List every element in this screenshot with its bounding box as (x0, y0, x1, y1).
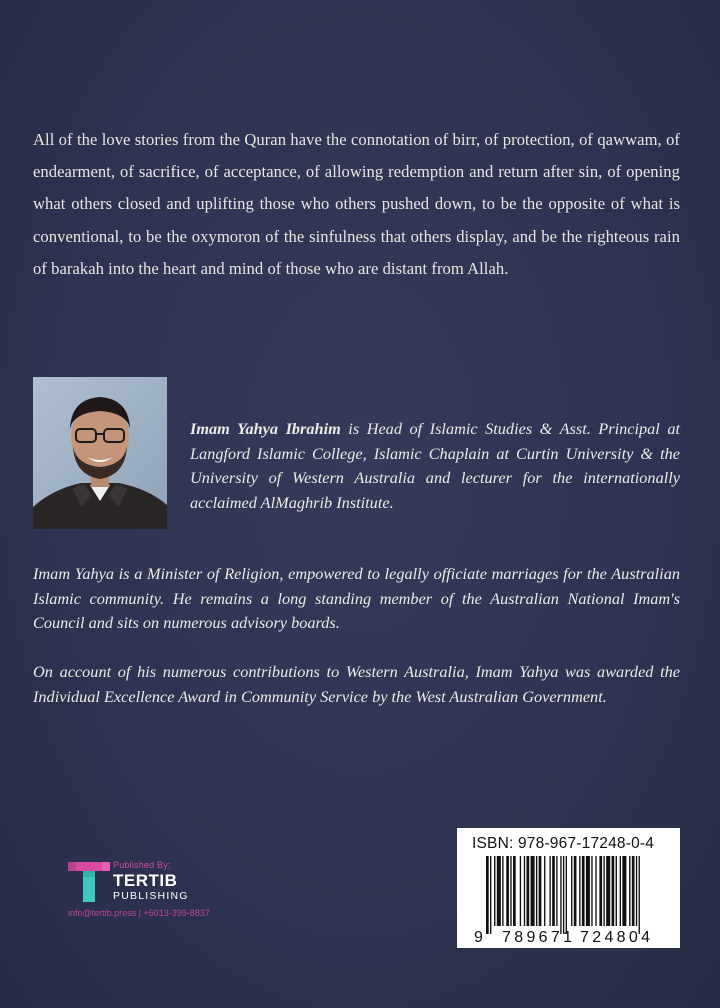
barcode-bar (494, 856, 495, 926)
barcode-bar (524, 856, 525, 926)
barcode-bar (520, 856, 521, 926)
barcode-bar (531, 856, 535, 926)
author-photo (33, 377, 167, 529)
barcode-bar (497, 856, 501, 926)
barcode-right-group: 724804 (580, 929, 650, 944)
barcode-bar (591, 856, 592, 926)
barcode-bar (582, 856, 585, 926)
publisher-name: TERTIB (113, 871, 178, 890)
author-bio-ministry: Imam Yahya is a Minister of Religion, empowered to legally officiate marriages for the Australian Islamic community. He remains a long standing member of the Australian National Imam's Council and sits on numerous advisory boards. (33, 564, 680, 633)
barcode-bar (586, 856, 590, 926)
barcode-icon (472, 856, 668, 944)
barcode-bar (574, 856, 577, 926)
author-portrait-image (33, 377, 167, 529)
barcode-bar (616, 856, 617, 926)
barcode-bar (603, 856, 604, 926)
barcode-bar (620, 856, 621, 926)
author-bio-award: On account of his numerous contributions to Western Australia, Imam Yahya was awarded the Individual Excellence Award in Community Service by the West Australian Government. (33, 662, 680, 706)
barcode-bar (622, 856, 626, 926)
barcode-bar (560, 856, 561, 934)
barcode-bar (513, 856, 516, 926)
barcode-left-group: 789671 (502, 929, 572, 944)
barcode-first-digit: 9 (474, 929, 483, 944)
author-name: Imam Yahya Ibrahim (190, 419, 341, 438)
barcode-bar (563, 856, 564, 934)
barcode-bar (639, 856, 640, 934)
barcode-bar (506, 856, 509, 926)
published-by-label: Published By: (113, 860, 171, 870)
author-bio-intro (190, 417, 680, 515)
barcode-bar (552, 856, 555, 926)
publisher-contact: info@tertib.press | +6013-399-8837 (68, 908, 210, 918)
barcode-bar (636, 856, 637, 926)
barcode-bar (629, 856, 630, 926)
barcode-bar (599, 856, 602, 926)
author-bio-intro-text: is Head of Islamic Studies & Asst. Principal at Langford Islamic College, Islamic Chaplain at Curtin University & the University of Western Australia and lecturer for the internationally acclaimed AlMaghrib Institute. (190, 419, 680, 512)
barcode-bar (606, 856, 610, 926)
barcode-bar (595, 856, 596, 926)
barcode-bar (490, 856, 491, 934)
barcode-bar (536, 856, 537, 926)
barcode-bar (579, 856, 580, 926)
isbn-barcode-box (457, 828, 680, 948)
barcode-bar (612, 856, 615, 926)
barcode-bar (486, 856, 489, 934)
barcode-bar (527, 856, 530, 926)
tertib-logo-icon (66, 858, 112, 904)
barcode-bar (544, 856, 545, 926)
barcode-bar (549, 856, 550, 926)
barcode-bar (566, 856, 567, 934)
isbn-label: ISBN: 978-967-17248-0-4 (472, 835, 655, 852)
publisher-block (66, 858, 266, 928)
barcode-bar (556, 856, 557, 926)
barcode-bar (632, 856, 635, 926)
barcode-bar (510, 856, 511, 926)
back-cover-blurb: All of the love stories from the Quran have the connotation of birr, of protection, of qawwam, of endearment, of sacrifice, of acceptance, of allowing redemption and return after sin, of opening what others closed and uplifting those who others pushed down, to be the opposite of what is conventional, to be the oxymoron of the sinfulness that others display, and be the righteous rain of barakah into the heart and mind of those who are distant from Allah. (33, 130, 680, 278)
barcode-bar (502, 856, 503, 926)
barcode-bar (539, 856, 542, 926)
publisher-subtitle: PUBLISHING (113, 890, 189, 902)
barcode-bar (571, 856, 572, 926)
